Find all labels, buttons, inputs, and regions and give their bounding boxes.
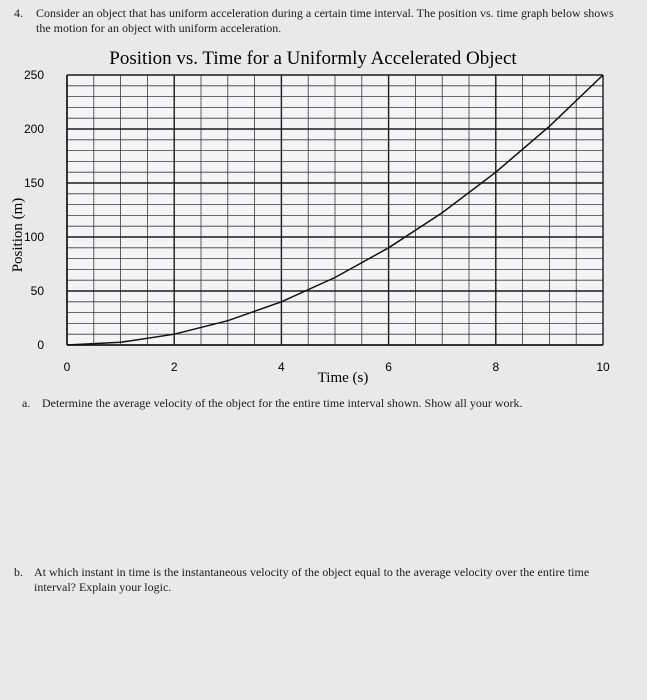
y-tick-label: 150	[23, 176, 44, 190]
part-b-label: b.	[14, 565, 23, 579]
y-tick-label: 100	[23, 230, 44, 244]
question-intro: Consider an object that has uniform acceleration during a certain time interval. The position vs. time graph below shows the motion for an object with uniform acceleration.	[36, 6, 614, 35]
x-tick-label: 0	[63, 360, 71, 374]
part-a-label: a.	[22, 396, 31, 410]
y-tick-label: 250	[23, 68, 44, 82]
chart-title: Position vs. Time for a Uniformly Accelerated Object	[109, 48, 517, 69]
x-tick-label: 8	[492, 360, 500, 374]
part-a-text: Determine the average velocity of the object for the entire time interval shown. Show all your work.	[42, 396, 523, 410]
x-tick-label: 6	[385, 360, 392, 374]
x-axis-title: Time (s)	[317, 370, 369, 386]
y-tick-label: 0	[37, 338, 44, 352]
part-b-text: At which instant in time is the instantaneous velocity of the object equal to the average velocity over the entire time interval? Explain your logic.	[34, 565, 590, 594]
y-axis-title: Position (m)	[10, 197, 26, 273]
x-tick-label: 10	[596, 360, 610, 374]
x-tick-label: 2	[170, 360, 178, 374]
question-number: 4.	[14, 6, 23, 20]
y-tick-label: 200	[23, 122, 44, 136]
y-tick-label: 50	[30, 284, 44, 298]
x-tick-label: 4	[278, 360, 285, 374]
